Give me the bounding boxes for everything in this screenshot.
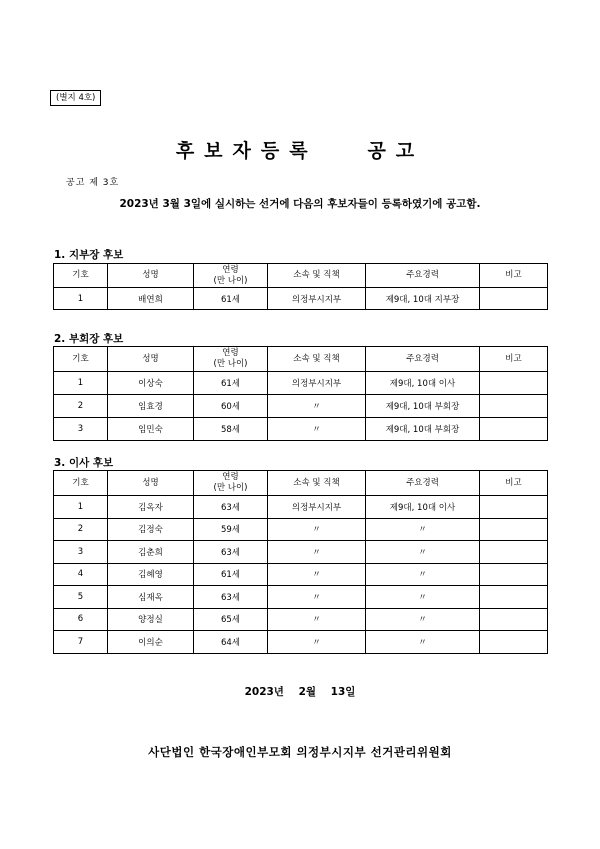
table-row (54, 586, 548, 609)
cell-career: 제9대, 10대 부회장 (366, 418, 480, 441)
table-row (54, 496, 548, 519)
cell-age: 58세 (194, 418, 268, 441)
cell-remarks (480, 608, 548, 631)
cell-career: 제9대, 10대 이사 (366, 372, 480, 395)
header-no: 기호 (54, 264, 108, 288)
candidate-table (53, 470, 548, 654)
header-career: 주요경력 (366, 264, 480, 288)
cell-career: 〃 (366, 586, 480, 609)
cell-age: 60세 (194, 395, 268, 418)
header-age (194, 264, 268, 288)
table-row (54, 563, 548, 586)
cell-no: 1 (54, 496, 108, 519)
cell-name: 임효경 (108, 395, 194, 418)
notice-number: 공고 제 3호 (66, 178, 120, 188)
cell-name: 김옥자 (108, 496, 194, 519)
cell-age: 63세 (194, 496, 268, 519)
section-heading: 3. 이사 후보 (54, 457, 114, 469)
header-no: 기호 (54, 347, 108, 372)
table-row (54, 608, 548, 631)
header-name: 성명 (108, 347, 194, 372)
cell-affiliation: 〃 (268, 395, 366, 418)
cell-remarks (480, 518, 548, 541)
cell-name: 양정실 (108, 608, 194, 631)
cell-no: 4 (54, 563, 108, 586)
cell-career: 〃 (366, 631, 480, 654)
committee-signature: 사단법인 한국장애인부모회 의정부시지부 선거관리위원회 (148, 745, 452, 759)
announcement-date: 2023년 2월 13일 (244, 686, 356, 698)
cell-remarks (480, 631, 548, 654)
header-remarks: 비고 (480, 264, 548, 288)
cell-affiliation: 의정부시지부 (268, 496, 366, 519)
cell-affiliation: 〃 (268, 608, 366, 631)
cell-no: 3 (54, 418, 108, 441)
cell-affiliation: 〃 (268, 586, 366, 609)
header-career: 주요경력 (366, 471, 480, 496)
cell-remarks (480, 541, 548, 564)
cell-career: 〃 (366, 541, 480, 564)
cell-affiliation: 〃 (268, 631, 366, 654)
header-age-line1: 연령 (222, 472, 239, 482)
header-age (194, 347, 268, 372)
cell-career: 〃 (366, 608, 480, 631)
cell-affiliation: 〃 (268, 541, 366, 564)
cell-no: 2 (54, 518, 108, 541)
cell-remarks (480, 563, 548, 586)
cell-name: 김정숙 (108, 518, 194, 541)
header-career: 주요경력 (366, 347, 480, 372)
header-name: 성명 (108, 471, 194, 496)
header-affiliation: 소속 및 직책 (268, 347, 366, 372)
table-header-row (54, 347, 548, 372)
candidate-table (53, 263, 548, 310)
cell-name: 이의순 (108, 631, 194, 654)
cell-name: 김춘희 (108, 541, 194, 564)
cell-remarks (480, 418, 548, 441)
cell-age: 64세 (194, 631, 268, 654)
page-title: 후보자등록 공고 (175, 140, 425, 162)
cell-age: 65세 (194, 608, 268, 631)
table-row (54, 372, 548, 395)
header-affiliation: 소속 및 직책 (268, 471, 366, 496)
cell-no: 6 (54, 608, 108, 631)
cell-career: 〃 (366, 563, 480, 586)
header-age (194, 471, 268, 496)
cell-age: 63세 (194, 541, 268, 564)
cell-career: 〃 (366, 518, 480, 541)
cell-affiliation: 〃 (268, 563, 366, 586)
table-row (54, 518, 548, 541)
cell-no: 1 (54, 372, 108, 395)
cell-name: 심재옥 (108, 586, 194, 609)
table-header-row (54, 471, 548, 496)
header-name: 성명 (108, 264, 194, 288)
cell-affiliation: 의정부시지부 (268, 288, 366, 310)
cell-career: 제9대, 10대 이사 (366, 496, 480, 519)
cell-name: 이상숙 (108, 372, 194, 395)
cell-no: 1 (54, 288, 108, 310)
cell-name: 임민숙 (108, 418, 194, 441)
cell-remarks (480, 288, 548, 310)
cell-remarks (480, 496, 548, 519)
header-no: 기호 (54, 471, 108, 496)
header-affiliation: 소속 및 직책 (268, 264, 366, 288)
table-header-row (54, 264, 548, 288)
section-heading: 1. 지부장 후보 (54, 249, 124, 261)
intro-text: 2023년 3월 3일에 실시하는 선거에 다음의 후보자들이 등록하였기에 공고함. (119, 198, 481, 210)
cell-age: 59세 (194, 518, 268, 541)
header-age-line2: (만 나이) (213, 359, 248, 369)
header-age-line1: 연령 (222, 348, 239, 358)
cell-affiliation: 의정부시지부 (268, 372, 366, 395)
cell-career: 제9대, 10대 부회장 (366, 395, 480, 418)
cell-no: 2 (54, 395, 108, 418)
cell-affiliation: 〃 (268, 518, 366, 541)
table-row (54, 631, 548, 654)
cell-remarks (480, 395, 548, 418)
candidate-table (53, 346, 548, 441)
table-row (54, 541, 548, 564)
cell-no: 7 (54, 631, 108, 654)
cell-affiliation: 〃 (268, 418, 366, 441)
form-label: (별지 4호) (50, 90, 101, 106)
header-age-line2: (만 나이) (213, 483, 248, 493)
cell-remarks (480, 586, 548, 609)
table-row (54, 395, 548, 418)
cell-age: 61세 (194, 288, 268, 310)
cell-age: 63세 (194, 586, 268, 609)
cell-career: 제9대, 10대 지부장 (366, 288, 480, 310)
header-remarks: 비고 (480, 347, 548, 372)
cell-age: 61세 (194, 563, 268, 586)
header-remarks: 비고 (480, 471, 548, 496)
header-age-line1: 연령 (222, 264, 239, 275)
cell-age: 61세 (194, 372, 268, 395)
cell-remarks (480, 372, 548, 395)
cell-no: 3 (54, 541, 108, 564)
table-row (54, 418, 548, 441)
section-heading: 2. 부회장 후보 (54, 333, 124, 345)
cell-no: 5 (54, 586, 108, 609)
header-age-line2: (만 나이) (213, 275, 248, 286)
table-row (54, 288, 548, 310)
cell-name: 배연희 (108, 288, 194, 310)
cell-name: 김혜영 (108, 563, 194, 586)
